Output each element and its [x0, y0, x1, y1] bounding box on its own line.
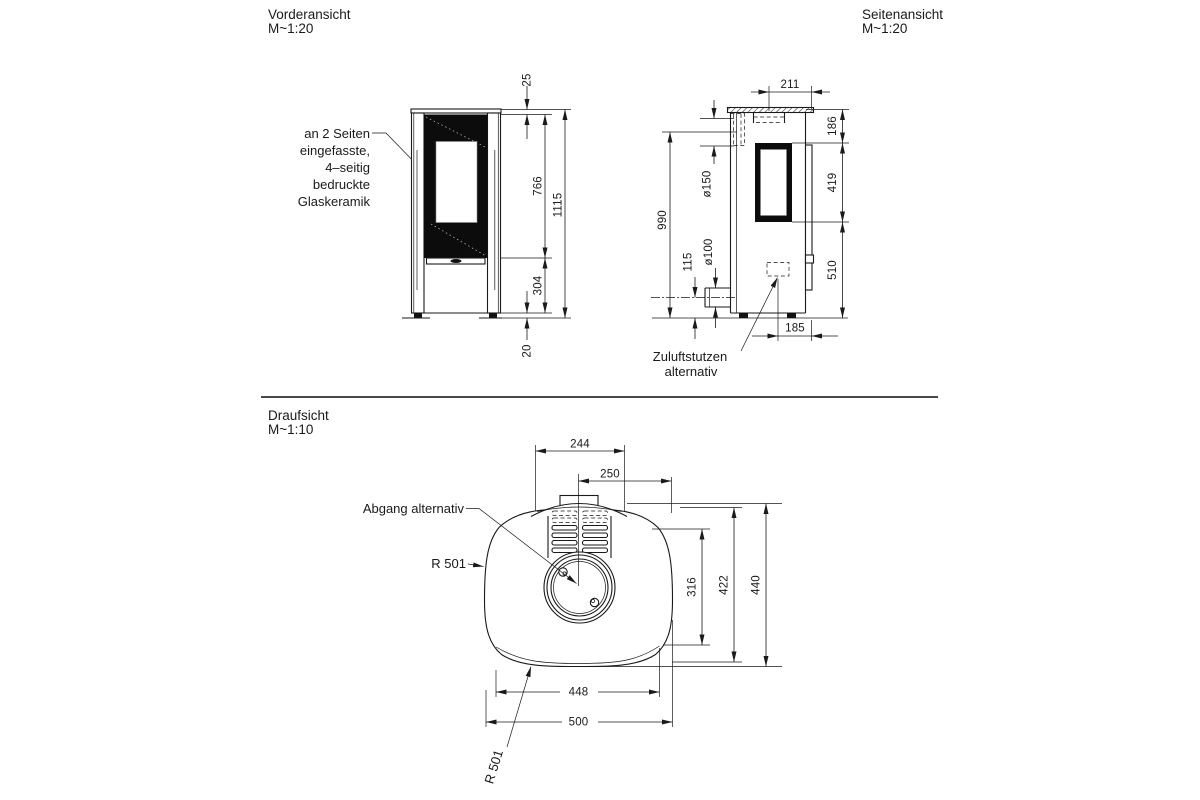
front-dimensions [522, 73, 566, 357]
dim-top-inset: 25 [521, 73, 534, 87]
dim-window-to-floor: 510 [827, 260, 839, 280]
dim-floor-gap: 20 [521, 344, 534, 358]
top-stove-body [485, 474, 673, 667]
side-front-bracket [806, 255, 814, 263]
svg-text:eingefasste,: eingefasste, [299, 143, 370, 158]
dim-flue-center-height: 990 [657, 210, 669, 230]
dim-inner-width: 448 [568, 686, 589, 699]
dim-total-depth: 440 [750, 575, 763, 595]
dim-base-height: 304 [532, 275, 545, 296]
svg-text:Zuluftstutzen: Zuluftstutzen [652, 349, 728, 364]
side-stove-body [651, 108, 848, 319]
front-left-column [412, 113, 425, 313]
dim-flue-diameter: ø150 [701, 170, 714, 198]
top-view-scale: M~1:10 [268, 422, 314, 437]
svg-text:alternativ: alternativ [664, 364, 718, 379]
radius-corner-label: R 501 [481, 747, 506, 786]
side-view [651, 7, 943, 379]
screw-icon [590, 598, 598, 606]
side-front-foot [787, 313, 796, 318]
side-air-inlet-alternative [767, 263, 789, 277]
front-right-foot [489, 313, 497, 318]
front-view [268, 7, 571, 358]
radius-side-annotation [431, 556, 483, 571]
top-view-title: Draufsicht [268, 408, 329, 423]
front-view-title: Vorderansicht [268, 7, 351, 22]
radius-side-label: R 501 [431, 556, 466, 571]
side-view-title: Seitenansicht [862, 7, 944, 22]
dim-center-to-side: 250 [600, 468, 620, 481]
side-window [761, 150, 787, 216]
svg-text:4–seitig: 4–seitig [325, 160, 370, 175]
dim-total-width: 500 [568, 716, 589, 729]
front-left-foot [414, 313, 422, 318]
dim-top-depth: 211 [780, 79, 800, 91]
top-view [268, 408, 782, 785]
svg-text:an 2 Seiten: an 2 Seiten [304, 126, 370, 141]
svg-text:bedruckte: bedruckte [312, 177, 370, 192]
top-flue-circle [544, 552, 615, 623]
radius-corner-annotation [481, 667, 531, 786]
dim-top-to-window: 186 [827, 116, 839, 136]
air-inlet-annotation [653, 278, 778, 380]
dim-window-height: 419 [827, 172, 839, 193]
front-handle [451, 259, 462, 263]
front-top-plate [411, 109, 501, 113]
dim-total-height: 1115 [552, 192, 565, 218]
side-dimensions [657, 79, 843, 339]
front-view-scale: M~1:20 [268, 21, 314, 36]
svg-text:Glaskeramik: Glaskeramik [297, 194, 370, 209]
dim-glass-height: 766 [532, 176, 545, 196]
glass-annotation [298, 126, 421, 209]
dim-collar-width: 244 [570, 438, 590, 451]
front-fire-window [436, 142, 477, 223]
dim-inner-depth: 316 [686, 577, 699, 597]
dim-inlet-to-front: 185 [785, 322, 805, 335]
side-view-scale: M~1:20 [862, 21, 908, 36]
side-rear-foot [739, 313, 748, 318]
outlet-note: Abgang alternativ [362, 501, 464, 516]
dim-inlet-center-height: 115 [682, 252, 695, 272]
side-front-glass [806, 145, 813, 290]
dim-body-depth: 422 [718, 575, 731, 595]
dim-inlet-diameter: ø100 [703, 238, 715, 266]
front-stove-body [402, 109, 502, 318]
